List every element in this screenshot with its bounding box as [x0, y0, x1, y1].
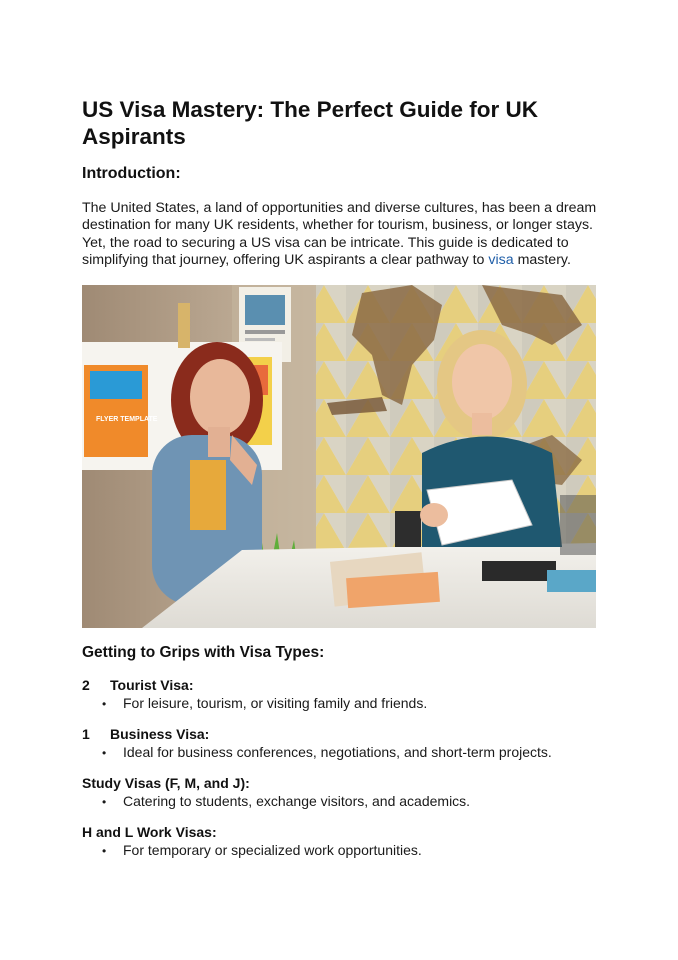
page-title: US Visa Mastery: The Perfect Guide for UK Aspirants	[82, 97, 538, 149]
visa-type-work-bullet	[102, 842, 422, 858]
consultation-photo	[82, 285, 596, 628]
visa-type-name: Tourist Visa:	[110, 677, 194, 693]
visa-type-business-heading	[82, 726, 209, 742]
bullet-text: For leisure, tourism, or visiting family and friends.	[123, 695, 428, 711]
bullet-text: Ideal for business conferences, negotiations, and short-term projects.	[123, 744, 552, 760]
bullet-text: Catering to students, exchange visitors, and academics.	[123, 793, 471, 809]
bullet-icon: •	[102, 844, 107, 858]
visa-type-number: 1	[82, 726, 90, 742]
visa-type-tourist-heading	[82, 677, 194, 693]
intro-text: The United States, a land of opportunities and diverse cultures, has been a dream destination for many UK residents, whether for tourism, business, or longer stays. Yet, the road to securing a US visa can be intricate. This guide is dedicated to simplifying that journey, offering UK aspirants a clear pathway to	[82, 200, 597, 269]
visa-type-business-bullet	[102, 744, 552, 760]
intro-text-end: mastery.	[513, 252, 571, 269]
flyer-label: FLYER TEMPLATE	[96, 416, 158, 423]
visa-types-heading: Getting to Grips with Visa Types:	[82, 644, 325, 661]
visa-type-name: Business Visa:	[110, 726, 210, 742]
bullet-text: For temporary or specialized work opportunities.	[123, 842, 422, 858]
visa-type-work-heading	[82, 824, 217, 840]
visa-type-number: 2	[82, 677, 90, 693]
introduction-heading: Introduction:	[82, 165, 181, 182]
visa-type-tourist-bullet	[102, 695, 427, 711]
bullet-icon: •	[102, 746, 107, 760]
bullet-icon: •	[102, 795, 107, 809]
visa-link[interactable]: visa	[488, 252, 514, 269]
bullet-icon: •	[102, 697, 107, 711]
visa-type-study-bullet	[102, 793, 470, 809]
visa-type-name: Study Visas (F, M, and J):	[82, 775, 250, 791]
visa-type-study-heading	[82, 775, 250, 791]
visa-type-name: H and L Work Visas:	[82, 824, 217, 840]
introduction-paragraph	[82, 200, 602, 270]
